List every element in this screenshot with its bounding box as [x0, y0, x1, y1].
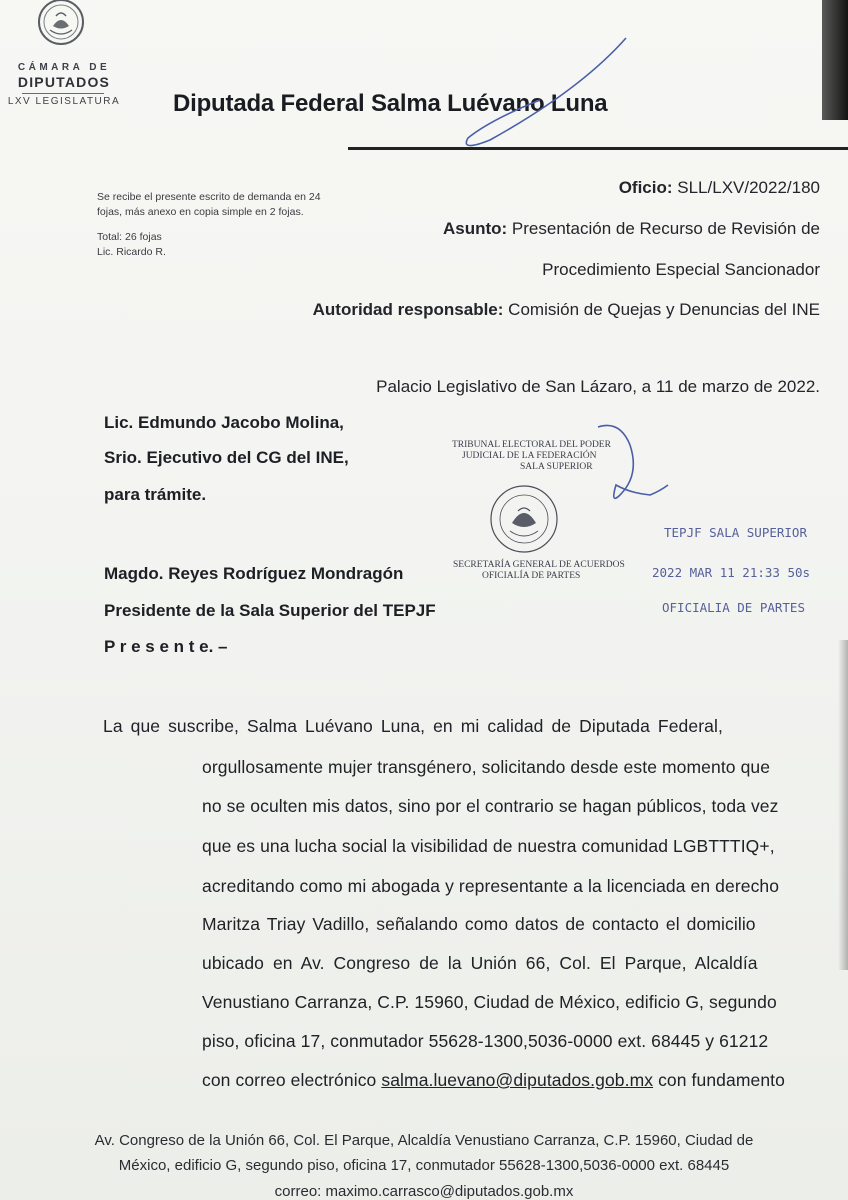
oficio-line: [619, 178, 820, 198]
received-stamp-line: OFICIALIA DE PARTES: [662, 600, 805, 615]
body-line: acreditando como mi abogada y representante a la licenciada en derecho: [202, 876, 780, 896]
stamp-line: SECRETARÍA GENERAL DE ACUERDOS: [453, 560, 625, 570]
footer-address-line: México, edificio G, segundo piso, oficina 17, conmutador 55628-1300,5036-0000 ext. 68445: [118, 1157, 730, 1174]
footer-email: correo: maximo.carrasco@diputados.gob.mx: [274, 1183, 574, 1200]
receipt-line: Se recibe el presente escrito de demanda en 24: [97, 191, 321, 203]
body-line: que es una lucha social la visibilidad de nuestra comunidad LGBTTTIQ+,: [202, 836, 775, 856]
addressee-2-title: Presidente de la Sala Superior del TEPJF: [104, 601, 436, 620]
institution-divider: [22, 93, 104, 94]
receipt-total: Total: 26 fojas: [97, 231, 162, 243]
body-line-email: [202, 1070, 785, 1091]
tribunal-seal-icon: [488, 483, 560, 555]
receipt-note: [97, 190, 321, 260]
letterhead-title: Diputada Federal Salma Luévano Luna: [173, 90, 608, 117]
oficio-label: Oficio:: [618, 178, 673, 197]
autoridad-value: Comisión de Quejas y Denuncias del INE: [508, 300, 820, 319]
asunto-value: Presentación de Recurso de Revisión de: [511, 219, 820, 238]
legislature-label: LXV LEGISLATURA: [7, 96, 121, 107]
handwritten-initial-mark: [560, 415, 680, 515]
footer-address-line: Av. Congreso de la Unión 66, Col. El Parque, Alcaldía Venustiano Carranza, C.P. 15960, Ciudad de: [94, 1132, 754, 1149]
received-stamp-datetime: 2022 MAR 11 21:33 50s: [652, 565, 811, 580]
asunto-label: Asunto:: [442, 219, 508, 238]
addressee-1-title: Srio. Ejecutivo del CG del INE,: [104, 448, 349, 467]
page-corner-shadow: [822, 0, 848, 120]
receipt-line: fojas, más anexo en copia simple en 2 fojas.: [97, 206, 304, 218]
body-line: orgullosamente mujer transgénero, solicitando desde este momento que: [202, 757, 771, 777]
asunto-continuation: Procedimiento Especial Sancionador: [542, 260, 820, 279]
stamp-line: JUDICIAL DE LA FEDERACIÓN: [462, 451, 597, 461]
addressee-2-salutation: P r e s e n t e. –: [104, 637, 228, 656]
asunto-line: [443, 219, 820, 239]
stamp-line: TRIBUNAL ELECTORAL DEL PODER: [452, 440, 611, 450]
place-date: Palacio Legislativo de San Lázaro, a 11 de marzo de 2022.: [376, 377, 820, 396]
addressee-1-name: Lic. Edmundo Jacobo Molina,: [104, 413, 344, 432]
stamp-line: SALA SUPERIOR: [520, 462, 593, 472]
body-line: La que suscribe, Salma Luévano Luna, en mi calidad de Diputada Federal,: [103, 716, 723, 736]
email-link[interactable]: salma.luevano@diputados.gob.mx: [381, 1070, 654, 1090]
body-line: Maritza Triay Vadillo, señalando como datos de contacto el domicilio: [202, 914, 756, 934]
autoridad-label: Autoridad responsable:: [312, 300, 504, 319]
body-line: piso, oficina 17, conmutador 55628-1300,5036-0000 ext. 68445 y 61212: [202, 1031, 769, 1051]
receipt-signature: Lic. Ricardo R.: [97, 246, 166, 258]
institution-name-line2: DIPUTADOS: [17, 74, 111, 90]
body-line: no se oculten mis datos, sino por el contrario se hagan públicos, toda vez: [202, 796, 779, 816]
addressee-1-note: para trámite.: [104, 485, 207, 504]
autoridad-line: [313, 300, 820, 320]
stamp-line: OFICIALÍA DE PARTES: [482, 571, 581, 581]
signature-pen-stroke: [340, 30, 660, 160]
institution-name-line1: CÁMARA DE: [17, 62, 111, 73]
body-line: ubicado en Av. Congreso de la Unión 66, Col. El Parque, Alcaldía: [202, 953, 758, 973]
page-edge-shadow: [838, 640, 848, 970]
received-stamp-line: TEPJF SALA SUPERIOR: [664, 525, 807, 540]
body-text: con correo electrónico: [202, 1070, 382, 1090]
body-line: Venustiano Carranza, C.P. 15960, Ciudad de México, edificio G, segundo: [202, 992, 777, 1012]
oficio-value: SLL/LXV/2022/180: [677, 178, 820, 197]
chamber-seal-icon: [36, 0, 86, 50]
addressee-2-name: Magdo. Reyes Rodríguez Mondragón: [104, 564, 404, 583]
body-text: con fundamento: [653, 1070, 785, 1090]
